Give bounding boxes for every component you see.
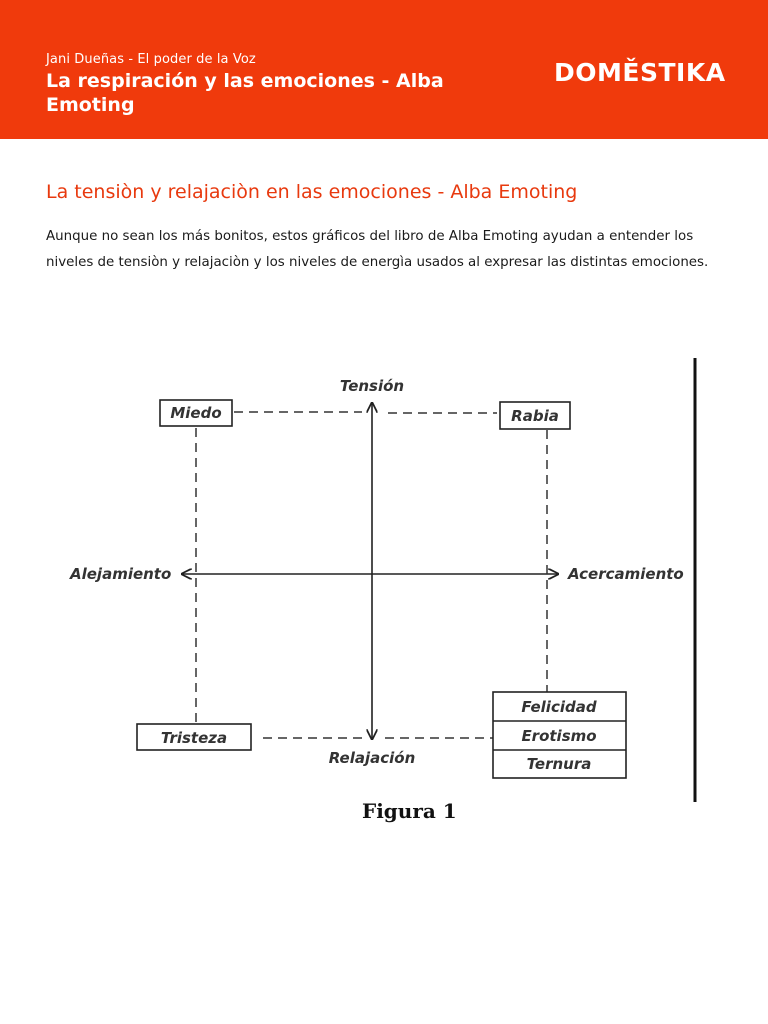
intro-paragraph: Aunque no sean los más bonitos, estos gráficos del libro de Alba Emoting ayudan a entender los niveles de tensiòn y relajaciòn y los niveles de energìa usados al expresar las distintas emociones.: [46, 229, 709, 270]
emotion-boxes: [137, 400, 626, 778]
emotion-diagram: [50, 355, 710, 825]
axis-label-approach: Acercamiento: [568, 565, 684, 583]
header-title: La respiración y las emociones - Alba Emoting: [46, 70, 444, 116]
header-subtitle: Jani Dueñas - El poder de la Voz: [46, 52, 256, 67]
axis-label-tension: Tensión: [339, 377, 405, 395]
section-title: La tensiòn y relajaciòn en las emociones - Alba Emoting: [46, 181, 578, 203]
brand-logo: DOMĚSTIKA: [554, 58, 726, 87]
axis-label-relaxation: Relajación: [328, 749, 416, 767]
box-rabia: Rabia: [511, 407, 559, 425]
box-tristeza: Tristeza: [160, 729, 228, 747]
figure-caption: Figura 1: [362, 799, 457, 823]
header-banner: [0, 0, 768, 139]
axis-label-withdrawal: Alejamiento: [70, 565, 172, 583]
emotion-diagram-svg: [50, 355, 710, 825]
box-erotismo: Erotismo: [521, 727, 597, 745]
box-ternura: Ternura: [526, 755, 592, 773]
box-felicidad: Felicidad: [521, 698, 597, 716]
box-miedo: Miedo: [170, 404, 222, 422]
